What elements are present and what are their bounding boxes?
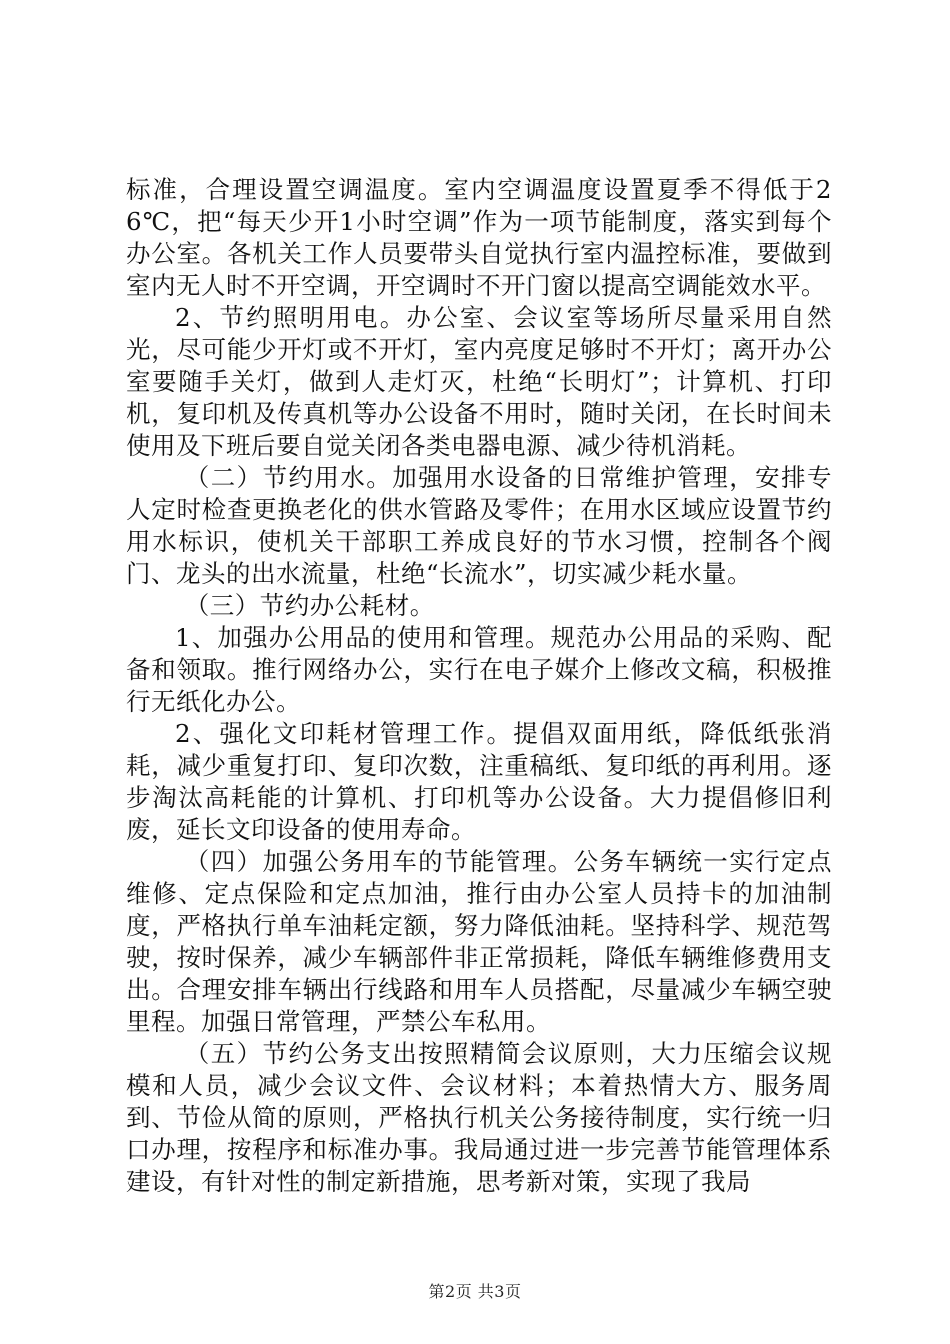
paragraph-vehicles: （四）加强公务用车的节能管理。公务车辆统一实行定点维修、定点保险和定点加油，推行由办公室人员持卡的加油制度，严格执行单车油耗定额，努力降低油耗。坚持科学、规范驾驶，按时保养，减少车辆部件非正常损耗，降低车辆维修费用支出。合理安排车辆出行线路和用车人员搭配，尽量减少车辆空驶里程。加强日常管理，严禁公车私用。 — [126, 847, 832, 1036]
document-body — [126, 174, 832, 1198]
paragraph-water: （二）节约用水。加强用水设备的日常维护管理，安排专人定时检查更换老化的供水管路及零件；在用水区域应设置节约用水标识，使机关干部职工养成良好的节水习惯，控制各个阀门、龙头的出水流量，杜绝“长流水”，切实减少耗水量。 — [126, 463, 832, 588]
paragraph-lighting: 2、节约照明用电。办公室、会议室等场所尽量采用自然光，尽可能少开灯或不开灯，室内亮度足够时不开灯；离开办公室要随手关灯，做到人走灯灭，杜绝“长明灯”；计算机、打印机，复印机及传真机等办公设备不用时，随时关闭，在长时间未使用及下班后要自觉关闭各类电器电源、减少待机消耗。 — [126, 303, 832, 460]
paragraph-office-supplies-heading: （三）节约办公耗材。 — [184, 591, 435, 620]
paragraph-office-supplies-2: 2、强化文印耗材管理工作。提倡双面用纸，降低纸张消耗，减少重复打印、复印次数，注重稿纸、复印纸的再利用。逐步淘汰高耗能的计算机、打印机等办公设备。大力提倡修旧利废，延长文印设备的使用寿命。 — [126, 719, 832, 844]
page-footer: 第2页 共3页 — [428, 1282, 522, 1301]
paragraph-ac-standard: 标准，合理设置空调温度。室内空调温度设置夏季不得低于26℃，把“每天少开1小时空调”作为一项节能制度，落实到每个办公室。各机关工作人员要带头自觉执行室内温控标准，要做到室内无人时不开空调，开空调时不开门窗以提高空调能效水平。 — [126, 175, 832, 300]
paragraph-office-supplies-1: 1、加强办公用品的使用和管理。规范办公用品的采购、配备和领取。推行网络办公，实行在电子媒介上修改文稿，积极推行无纸化办公。 — [126, 623, 832, 716]
paragraph-expenditure: （五）节约公务支出按照精简会议原则，大力压缩会议规模和人员，减少会议文件、会议材料；本着热情大方、服务周到、节俭从简的原则，严格执行机关公务接待制度，实行统一归口办理，按程序和标准办事。我局通过进一步完善节能管理体系建设，有针对性的制定新措施，思考新对策，实现了我局 — [126, 1039, 832, 1196]
